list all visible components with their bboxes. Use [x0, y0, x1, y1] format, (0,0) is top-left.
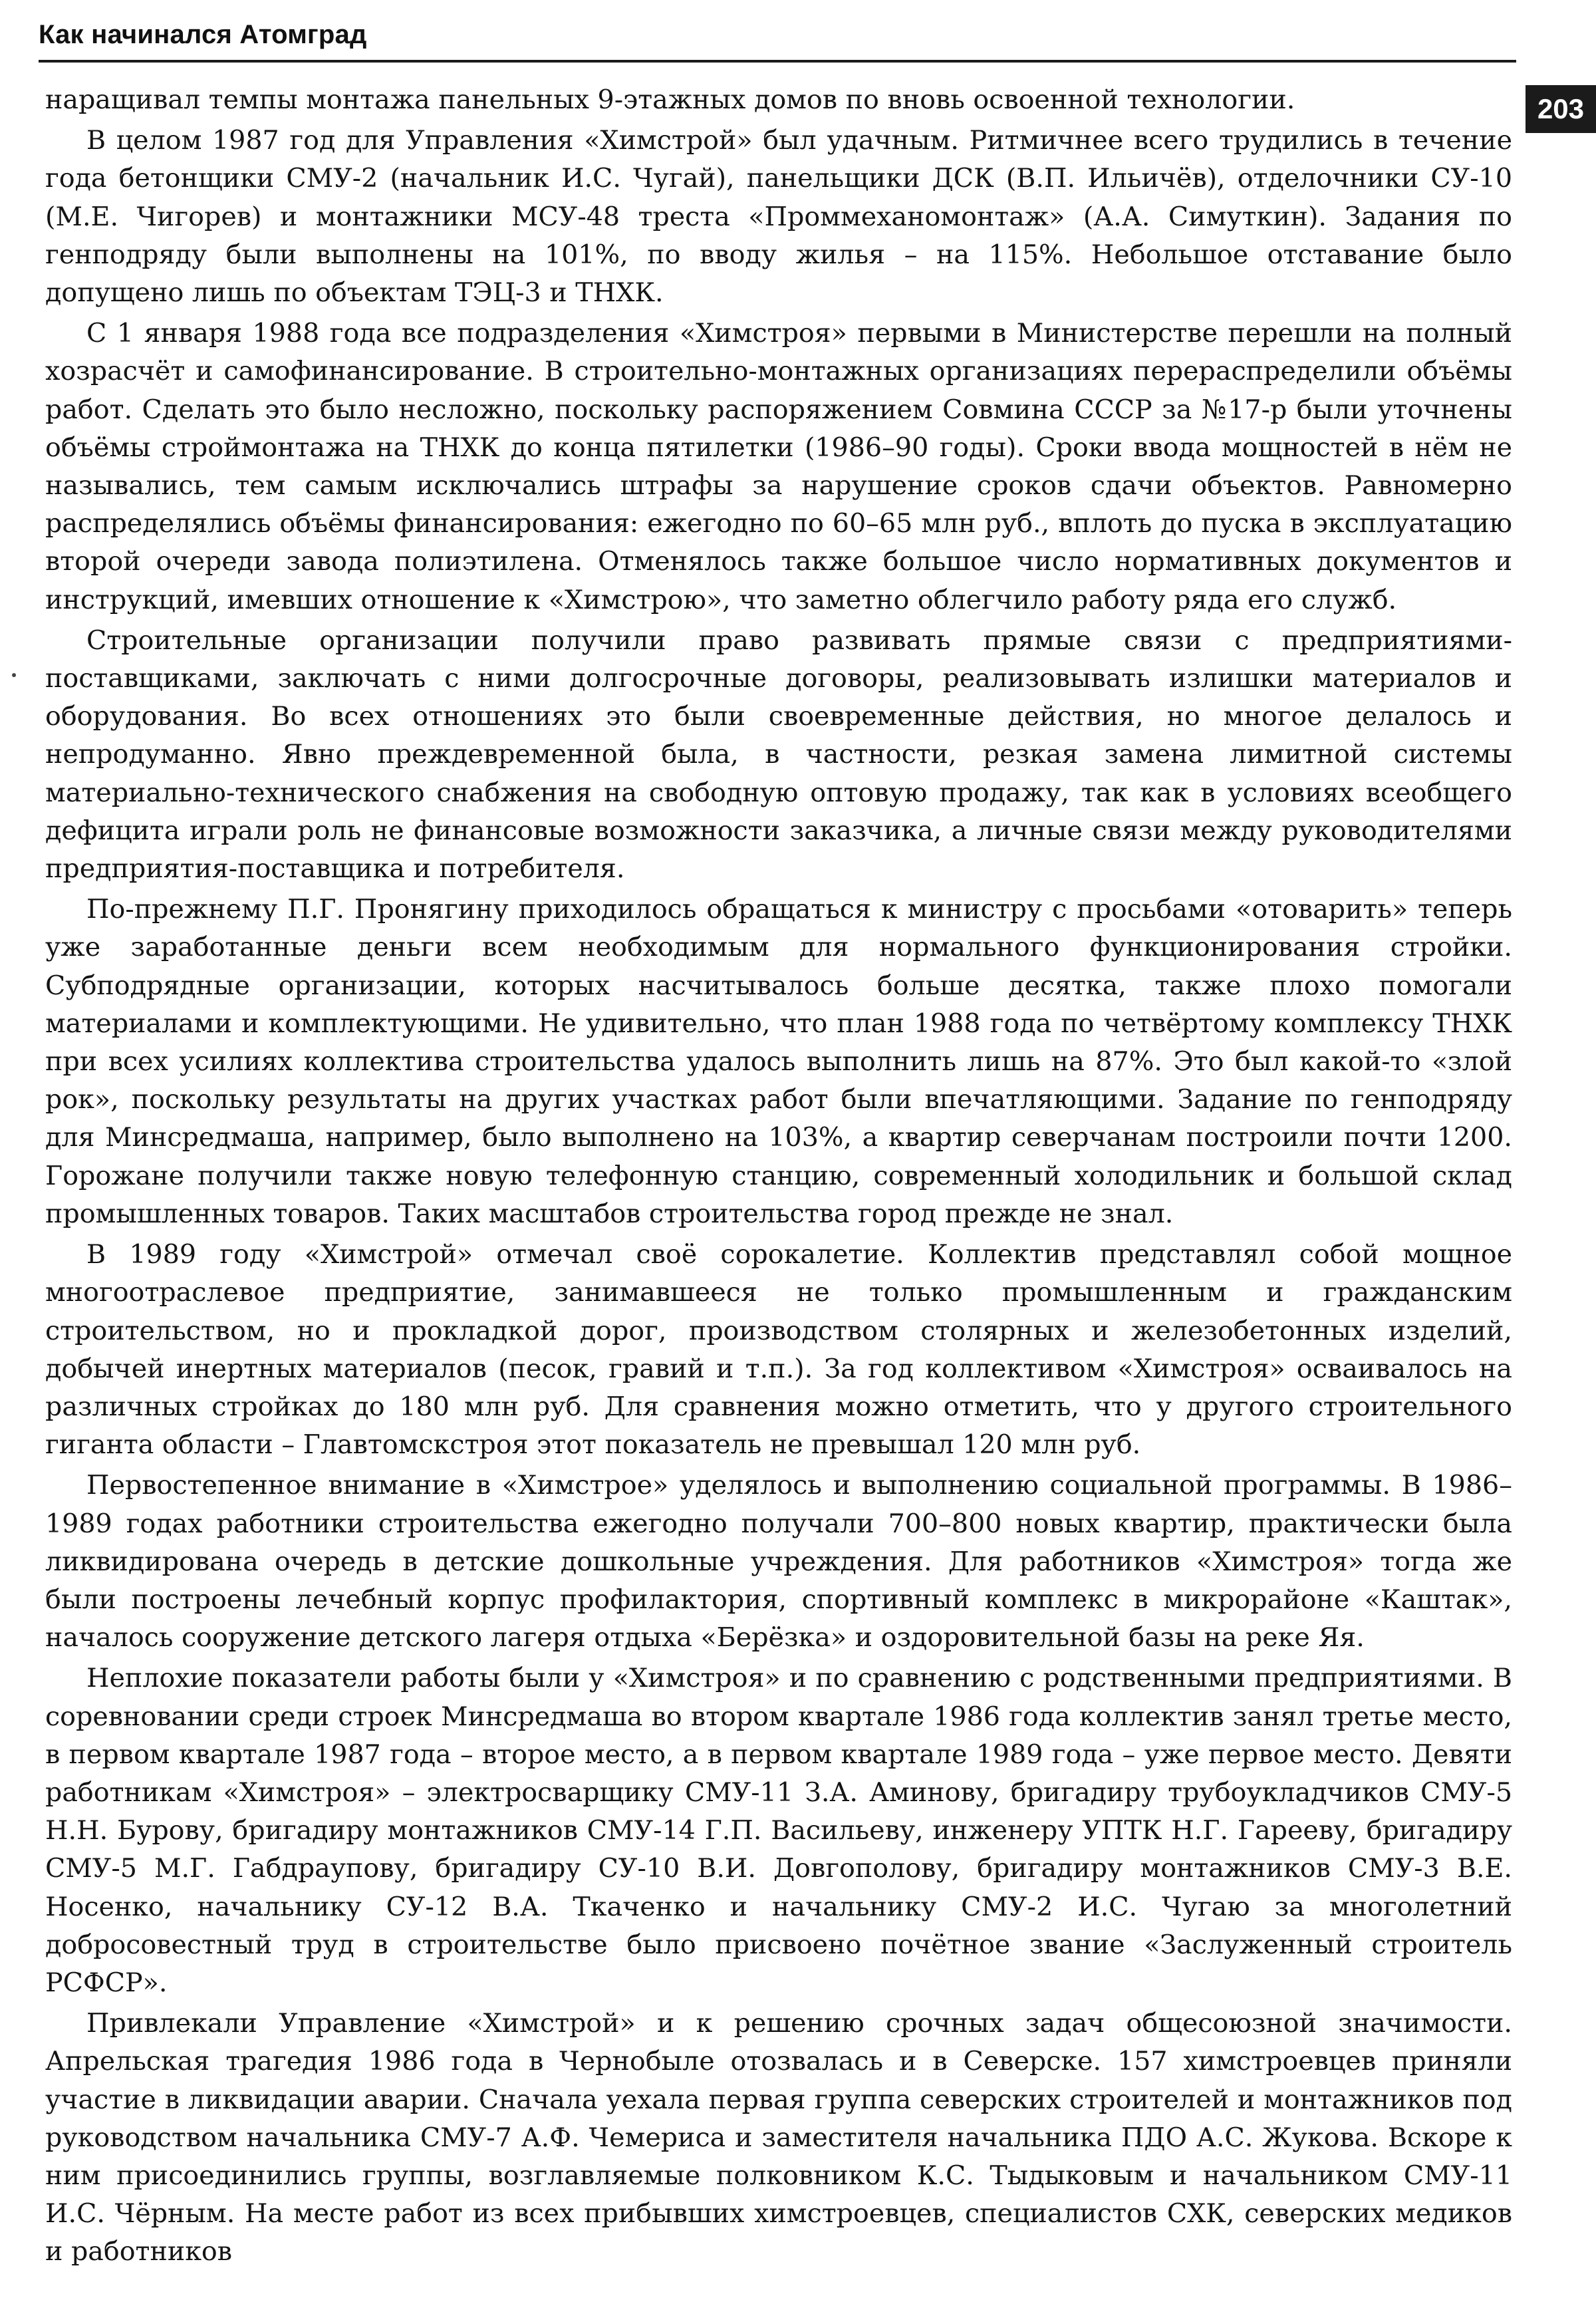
paragraph: Привлекали Управление «Химстрой» и к решению срочных задач общесоюзной значимости. Апрельская трагедия 1986 года в Чернобыле отозвалась и в Северске. 157 химстроевцев приняли участие в ликвидации аварии. Сначала уехала первая группа северских строителей и монтажников под руководством начальника СМУ-7 А.Ф. Чемериса и заместителя начальника ПДО А.С. Жукова. Вскоре к ним присоединились группы, возглавляемые полковником К.С. Тыдыковым и начальником СМУ-11 И.С. Чёрным. На месте работ из всех прибывших химстроевцев, специалистов СХК, северских медиков и работников [45, 2008, 1512, 2267]
paragraph: С 1 января 1988 года все подразделения «Химстроя» первыми в Министерстве перешли на полный хозрасчёт и самофинансирование. В строительно-монтажных организациях перераспределили объёмы работ. Сделать это было несложно, поскольку распоряжением Совмина СССР за №17-р были уточнены объёмы строймонтажа на ТНХК до конца пятилетки (1986–90 годы). Сроки ввода мощностей в нём не назывались, тем самым исключались штрафы за нарушение сроков сдачи объектов. Равномерно распределялись объёмы финансирования: ежегодно по 60–65 млн руб., вплоть до пуска в эксплуатацию второй очереди завода полиэтилена. Отменялось также большое число нормативных документов и инструкций, имевших отношение к «Химстрою», что заметно облегчило работу ряда его служб. [45, 318, 1512, 615]
paragraph: В целом 1987 год для Управления «Химстрой» был удачным. Ритмичнее всего трудились в течение года бетонщики СМУ-2 (начальник И.С. Чугай), панельщики ДСК (В.П. Ильичёв), отделочники СУ-10 (М.Е. Чигорев) и монтажники МСУ-48 треста «Проммеханомонтаж» (А.А. Симуткин). Задания по генподряду были выполнены на 101%, по вводу жилья – на 115%. Небольшое отставание было допущено лишь по объектам ТЭЦ-3 и ТНХК. [45, 125, 1512, 309]
paragraph: По-прежнему П.Г. Пронягину приходилось обращаться к министру с просьбами «отоварить» теперь уже заработанные деньги всем необходимым для нормального функционирования стройки. Субподрядные организации, которых насчитывалось больше десятка, также плохо помогали материалами и комплектующими. Не удивительно, что план 1988 года по четвёртому комплексу ТНХК при всех усилиях коллектива строительства удалось выполнить лишь на 87%. Это был какой-то «злой рок», поскольку результаты на других участках работ были впечатляющими. Задание по генподряду для Минсредмаша, например, было выполнено на 103%, а квартир северчанам построили почти 1200. Горожане получили также новую телефонную станцию, современный холодильник и большой склад промышленных товаров. Таких масштабов строительства город прежде не знал. [45, 894, 1512, 1229]
running-title: Как начинался Атомград [39, 20, 367, 49]
paragraph: В 1989 году «Химстрой» отмечал своё сорокалетие. Коллектив представлял собой мощное многоотраслевое предприятие, занимавшееся не только промышленным и гражданским строительством, но и прокладкой дорог, производством столярных и железобетонных изделий, добычей инертных материалов (песок, гравий и т.п.). За год коллективом «Химстроя» осваивалось на различных стройках до 180 млн руб. Для сравнения можно отметить, что у другого строительного гиганта области – Главтомскстроя этот показатель не превышал 120 млн руб. [45, 1239, 1512, 1461]
margin-dot [12, 673, 16, 677]
paragraph: Неплохие показатели работы были у «Химстроя» и по сравнению с родственными предприятиями. В соревновании среди строек Минсредмаша во втором квартале 1986 года коллектив занял третье место, в первом квартале 1987 года – второе место, а в первом квартале 1989 года – уже первое место. Девяти работникам «Химстроя» – электросварщику СМУ-11 З.А. Аминову, бригадиру трубоукладчиков СМУ-5 Н.Н. Бурову, бригадиру монтажников СМУ-14 Г.П. Васильеву, инженеру УПТК Н.Г. Гарееву, бригадиру СМУ-5 М.Г. Габдраупову, бригадиру СУ-10 В.И. Довгополову, бригадиру монтажников СМУ-3 В.Е. Носенко, начальнику СУ-12 В.А. Ткаченко и начальнику СМУ-2 И.С. Чугаю за многолетний добросовестный труд в строительстве было присвоено почётное звание «Заслуженный строитель РСФСР». [45, 1663, 1512, 1998]
paragraph: Строительные организации получили право развивать прямые связи с предприятиями-поставщиками, заключать с ними долгосрочные договоры, реализовывать излишки материалов и оборудования. Во всех отношениях это были своевременные действия, но многое делалось и непродуманно. Явно преждевременной была, в частности, резкая замена лимитной системы материально-технического снабжения на свободную оптовую продажу, так как в условиях всеобщего дефицита играли роль не финансовые возможности заказчика, а личные связи между руководителями предприятия-поставщика и потребителя. [45, 625, 1512, 885]
header-rule [39, 60, 1516, 63]
body-text [45, 81, 1512, 2271]
paragraph-continuation: наращивал темпы монтажа панельных 9-этажных домов по вновь освоенной технологии. [45, 84, 1295, 115]
paragraph: Первостепенное внимание в «Химстрое» уделялось и выполнению социальной программы. В 1986–1989 годах работники строительства ежегодно получали 700–800 новых квартир, практически была ликвидирована очередь в детские дошкольные учреждения. Для работников «Химстроя» тогда же были построены лечебный корпус профилактория, спортивный комплекс в микрорайоне «Каштак», началось сооружение детского лагеря отдыха «Берёзка» и оздоровительной базы на реке Яя. [45, 1470, 1512, 1654]
page-number: 203 [1526, 85, 1596, 133]
